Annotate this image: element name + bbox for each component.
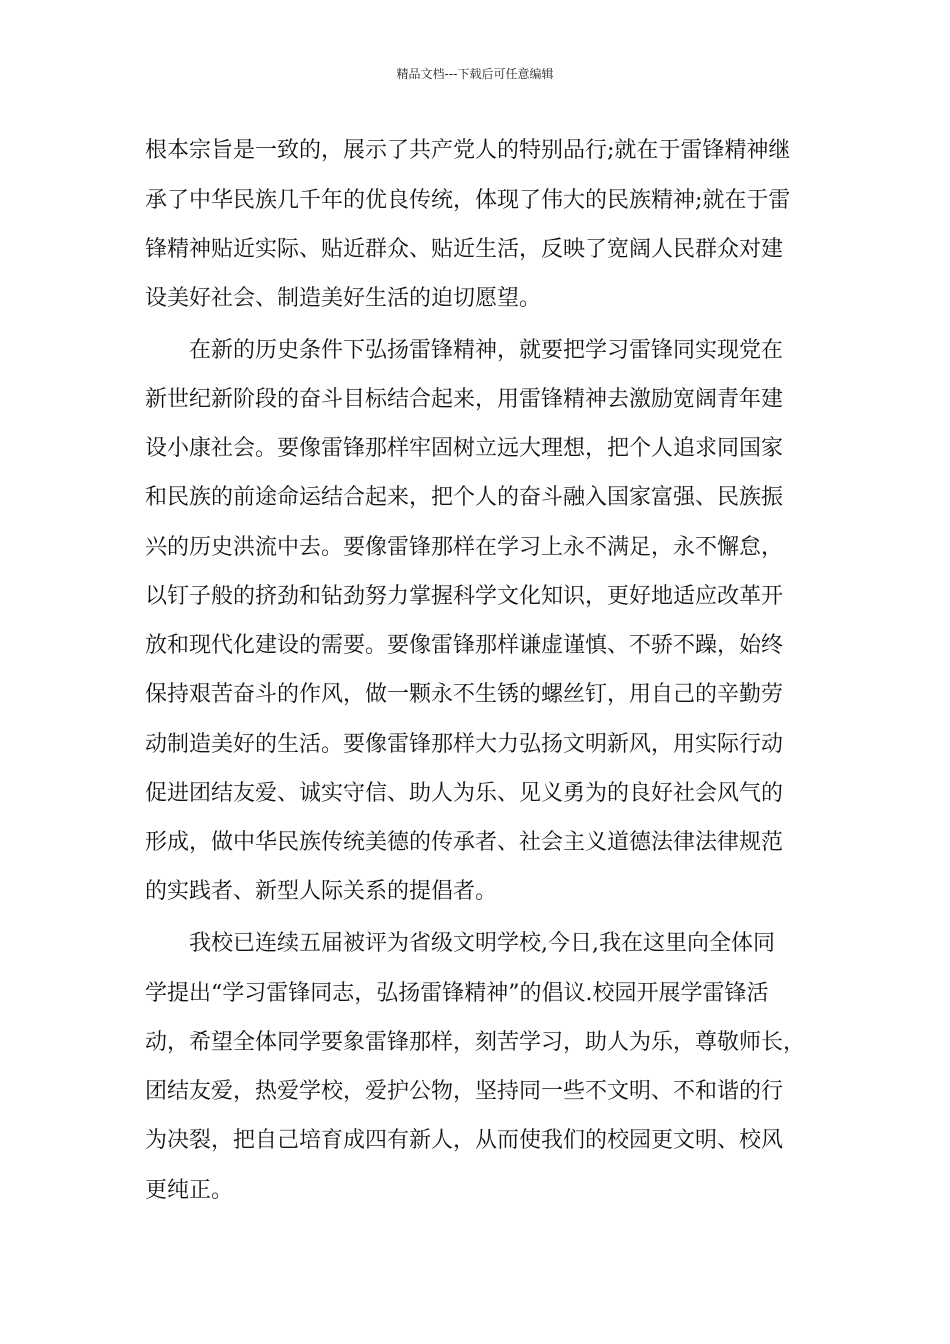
paragraph-line: 团结友爱，热爱学校，爱护公物，坚持同一些不文明、不和谐的行: [145, 1079, 784, 1104]
paragraph-line: 更纯正。: [145, 1178, 234, 1203]
paragraph-line: 动，希望全体同学要象雷锋那样，刻苦学习，助人为乐，尊敬师长，: [145, 1030, 806, 1055]
paragraph-line: 形成，做中华民族传统美德的传承者、社会主义道德法律法律规范: [145, 830, 784, 855]
paragraph-line: 为决裂，把自己培育成四有新人，从而使我们的校园更文明、校风: [145, 1128, 784, 1153]
paragraph-line: 和民族的前途命运结合起来，把个人的奋斗融入国家富强、民族振: [145, 485, 784, 510]
paragraph-line: 促进团结友爱、诚实守信、助人为乐、见义勇为的良好社会风气的: [145, 781, 784, 806]
paragraph-line: 新世纪新阶段的奋斗目标结合起来，用雷锋精神去激励宽阔青年建: [145, 387, 784, 412]
paragraph-line: 根本宗旨是一致的，展示了共产党人的特别品行;就在于雷锋精神继: [145, 138, 791, 163]
paragraph-line: 放和现代化建设的需要。要像雷锋那样谦虚谨慎、不骄不躁，始终: [145, 633, 784, 658]
paragraph-line: 在新的历史条件下弘扬雷锋精神，就要把学习雷锋同实现党在: [189, 338, 784, 363]
paragraph-line: 保持艰苦奋斗的作风，做一颗永不生锈的螺丝钉，用自己的辛勤劳: [145, 682, 784, 707]
paragraph-line: 承了中华民族几千年的优良传统，体现了伟大的民族精神;就在于雷: [145, 188, 791, 213]
paragraph-line: 以钉子般的挤劲和钻劲努力掌握科学文化知识，更好地适应改革开: [145, 584, 784, 609]
paragraph-line: 动制造美好的生活。要像雷锋那样大力弘扬文明新风，用实际行动: [145, 732, 784, 757]
paragraph-line: 我校已连续五届被评为省级文明学校,今日,我在这里向全体同: [189, 931, 775, 956]
paragraph-line: 兴的历史洪流中去。要像雷锋那样在学习上永不满足，永不懈怠，: [145, 535, 784, 560]
page-header: 精品文档---下载后可任意编辑: [396, 67, 554, 81]
paragraph-line: 设小康社会。要像雷锋那样牢固树立远大理想，把个人追求同国家: [145, 436, 784, 461]
paragraph-line: 锋精神贴近实际、贴近群众、贴近生活，反映了宽阔人民群众对建: [145, 237, 784, 262]
paragraph-line: 的实践者、新型人际关系的提倡者。: [145, 879, 498, 904]
paragraph-line: 学提出“学习雷锋同志，弘扬雷锋精神”的倡议.校园开展学雷锋活: [145, 981, 769, 1006]
paragraph-line: 设美好社会、制造美好生活的迫切愿望。: [145, 286, 542, 311]
